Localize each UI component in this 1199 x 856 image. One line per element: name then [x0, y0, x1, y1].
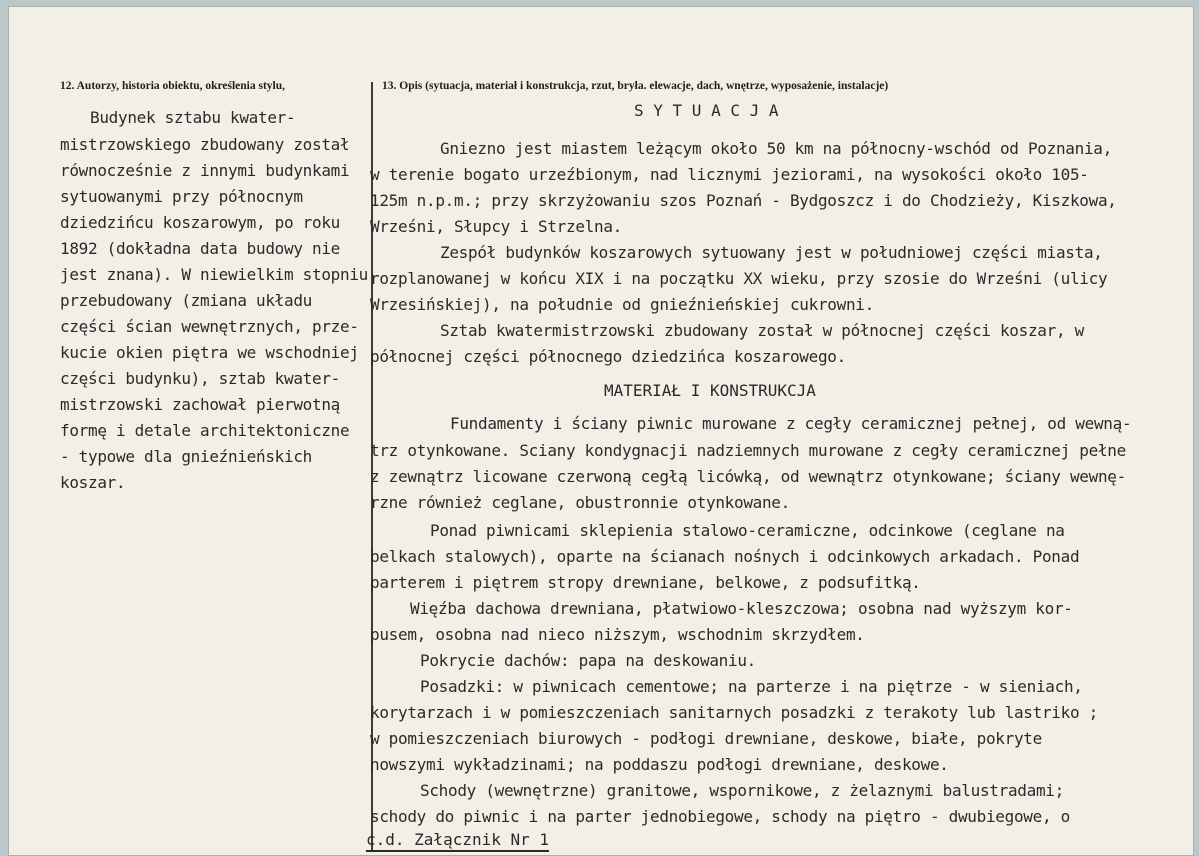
situation-line: Zespół budynków koszarowych sytuowany jest w południowej części miasta,: [440, 243, 1103, 262]
situation-line: rozplanowanej w końcu XIX i na początku XX wieku, przy szosie do Wrześni (ulicy: [370, 269, 1108, 288]
continuation-note: c.d. Załącznik Nr 1: [366, 830, 549, 852]
left-line: równocześnie z innymi budynkami: [60, 161, 350, 180]
left-line: dziedzińcu koszarowym, po roku: [60, 213, 340, 232]
situation-line: Sztab kwatermistrzowski zbudowany został w północnej części koszar, w: [440, 321, 1084, 340]
material-line: korytarzach i w pomieszczeniach sanitarnych posadzki z terakoty lub lastriko ;: [370, 703, 1098, 722]
left-line: kucie okien piętra we wschodniej: [60, 343, 359, 362]
situation-line: Wrześni, Słupcy i Strzelna.: [370, 217, 622, 236]
situation-line: Gniezno jest miastem leżącym około 50 km na północny-wschód od Poznania,: [440, 139, 1112, 158]
material-line: Posadzki: w piwnicach cementowe; na parterze i na piętrze - w sieniach,: [420, 677, 1083, 696]
material-line: Schody (wewnętrzne) granitowe, wspornikowe, z żelaznymi balustradami;: [420, 781, 1064, 800]
material-line: Pokrycie dachów: papa na deskowaniu.: [420, 651, 756, 670]
situation-line: w terenie bogato urzeźbionym, nad licznymi jeziorami, na wysokości około 105-: [370, 165, 1089, 184]
left-line: sytuowanymi przy północnym: [60, 187, 303, 206]
left-line: części budynku), sztab kwater-: [60, 369, 340, 388]
section-heading-material: MATERIAŁ I KONSTRUKCJA: [604, 381, 816, 400]
material-line: trz otynkowane. Sciany kondygnacji nadziemnych murowane z cegły ceramicznej pełne: [370, 441, 1126, 460]
material-line: z zewnątrz licowane czerwoną cegłą licówką, od wewnątrz otynkowane; ściany wewnę-: [370, 467, 1126, 486]
left-line: formę i detale architektoniczne: [60, 421, 350, 440]
material-line: rzne również ceglane, obustronnie otynkowane.: [370, 493, 790, 512]
right-column-header: 13. Opis (sytuacja, materiał i konstrukcja, rzut, bryła. elewacje, dach, wnętrze, wyposażenie, instalacje): [382, 80, 889, 92]
left-line: przebudowany (zmiana układu: [60, 291, 312, 310]
section-heading-situation: S Y T U A C J A: [634, 101, 779, 120]
material-line: w pomieszczeniach biurowych - podłogi drewniane, deskowe, białe, pokryte: [370, 729, 1042, 748]
left-line: Budynek sztabu kwater-: [90, 108, 296, 127]
left-line: mistrzowskiego zbudowany został: [60, 135, 350, 154]
material-line: Fundamenty i ściany piwnic murowane z cegły ceramicznej pełnej, od wewną-: [450, 414, 1132, 433]
material-line: Więźba dachowa drewniana, płatwiowo-kleszczowa; osobna nad wyższym kor-: [410, 599, 1073, 618]
left-line: jest znana). W niewielkim stopniu: [60, 265, 368, 284]
material-line: belkach stalowych), oparte na ścianach nośnych i odcinkowych arkadach. Ponad: [370, 547, 1080, 566]
situation-line: 125m n.p.m.; przy skrzyżowaniu szos Poznań - Bydgoszcz i do Chodzieży, Kiszkowa,: [370, 191, 1117, 210]
material-line: nowszymi wykładzinami; na poddaszu podłogi drewniane, deskowe.: [370, 755, 949, 774]
left-line: mistrzowski zachował pierwotną: [60, 395, 340, 414]
material-line: Ponad piwnicami sklepienia stalowo-ceramiczne, odcinkowe (ceglane na: [430, 521, 1065, 540]
situation-line: Wrzesińskiej), na południe od gnieźnieńskiej cukrowni.: [370, 295, 874, 314]
material-line: schody do piwnic i na parter jednobiegowe, schody na piętro - dwubiegowe, o: [370, 807, 1070, 826]
left-line: - typowe dla gnieźnieńskich: [60, 447, 312, 466]
left-line: 1892 (dokładna data budowy nie: [60, 239, 340, 258]
left-line: koszar.: [60, 473, 126, 492]
material-line: pusem, osobna nad nieco niższym, wschodnim skrzydłem.: [370, 625, 865, 644]
material-line: parterem i piętrem stropy drewniane, belkowe, z podsufitką.: [370, 573, 921, 592]
left-column-header: 12. Autorzy, historia obiektu, określenia stylu,: [60, 80, 286, 92]
situation-line: północnej części północnego dziedzińca koszarowego.: [370, 347, 846, 366]
left-line: części ścian wewnętrznych, prze-: [60, 317, 359, 336]
